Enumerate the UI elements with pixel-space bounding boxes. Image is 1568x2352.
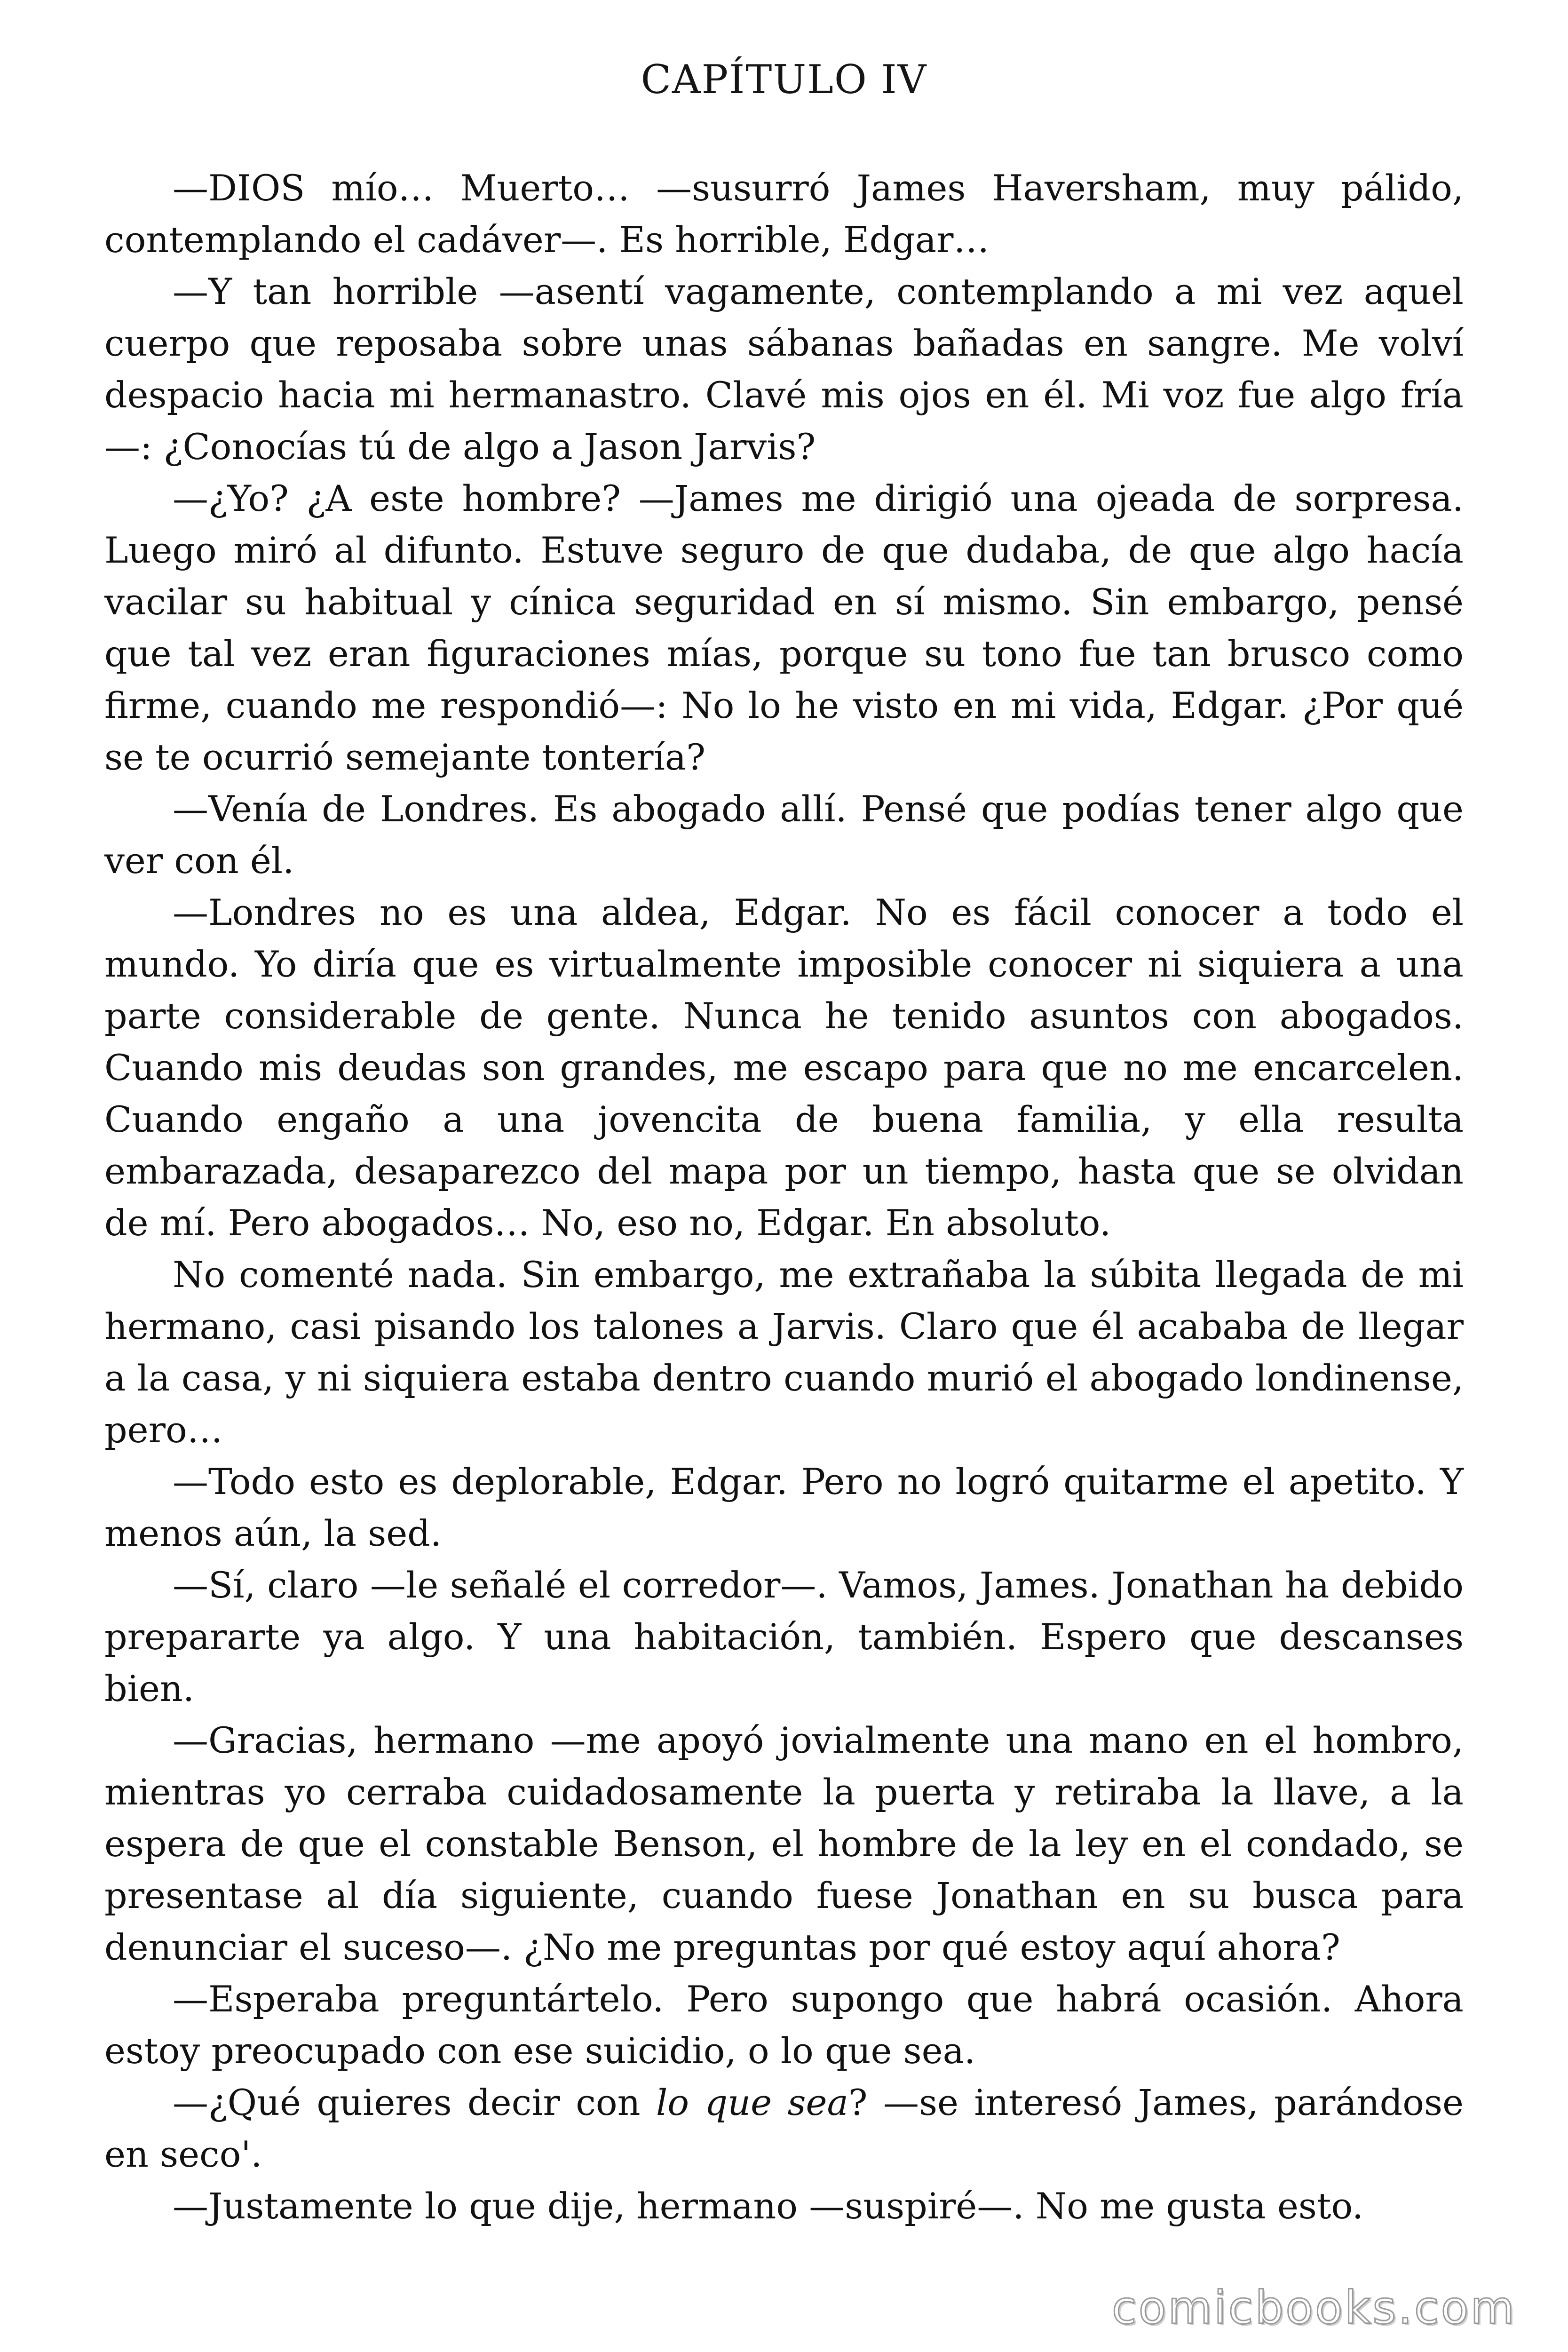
paragraph-text: —Venía de Londres. Es abogado allí. Pensé que podías tener algo que ver con él. bbox=[104, 788, 1464, 882]
paragraph-text: —DIOS mío… Muerto… —susurró James Haversham, muy pálido, contemplando el cadáver—. Es horrible, Edgar… bbox=[104, 167, 1464, 261]
emphasis-text: lo que sea bbox=[656, 2082, 848, 2123]
paragraph bbox=[104, 783, 1464, 887]
paragraph bbox=[104, 887, 1464, 1249]
paragraph-text: —Gracias, hermano —me apoyó jovialmente una mano en el hombro, mientras yo cerraba cuidadosamente la puerta y retiraba la llave, a la espera de que el constable Benson, el hombre de la ley en el condado, se presentase al día siguiente, cuando fuese Jonathan en su busca para denunciar el suceso—. ¿No me preguntas por qué estoy aquí ahora? bbox=[104, 1719, 1464, 1968]
paragraph bbox=[104, 1973, 1464, 2077]
paragraph-text: —Justamente lo que dije, hermano —suspiré—. No me gusta esto. bbox=[173, 2185, 1364, 2227]
paragraph bbox=[104, 1456, 1464, 1559]
paragraph-text: —Todo esto es deplorable, Edgar. Pero no logró quitarme el apetito. Y menos aún, la sed. bbox=[104, 1461, 1464, 1554]
paragraph-text: —Londres no es una aldea, Edgar. No es fácil conocer a todo el mundo. Yo diría que es virtualmente imposible conocer ni siquiera a una parte considerable de gente. Nunca he tenido asuntos con abogados. Cuando mis deudas son grandes, me escapo para que no me encarcelen. Cuando engaño a una jovencita de buena familia, y ella resulta embarazada, desaparezco del mapa por un tiempo, hasta que se olvidan de mí. Pero abogados… No, eso no, Edgar. En absoluto. bbox=[104, 891, 1464, 1244]
paragraph-text: —¿Yo? ¿A este hombre? —James me dirigió una ojeada de sorpresa. Luego miró al difunto. Estuve seguro de que dudaba, de que algo hacía vacilar su habitual y cínica seguridad en sí mismo. Sin embargo, pensé que tal vez eran figuraciones mías, porque su tono fue tan brusco como firme, cuando me respondió—: No lo he visto en mi vida, Edgar. ¿Por qué se te ocurrió semejante tontería? bbox=[104, 477, 1464, 778]
chapter-title: CAPÍTULO IV bbox=[641, 56, 927, 103]
paragraph bbox=[104, 266, 1464, 473]
paragraph bbox=[104, 1715, 1464, 1973]
chapter-body bbox=[104, 162, 1464, 2232]
paragraph-text: —Y tan horrible —asentí vagamente, contemplando a mi vez aquel cuerpo que reposaba sobre unas sábanas bañadas en sangre. Me volví despacio hacia mi hermanastro. Clavé mis ojos en él. Mi voz fue algo fría—: ¿Conocías tú de algo a Jason Jarvis? bbox=[104, 270, 1464, 468]
paragraph bbox=[104, 162, 1464, 266]
paragraph bbox=[104, 473, 1464, 783]
paragraph bbox=[104, 2180, 1464, 2232]
paragraph-text: No comenté nada. Sin embargo, me extrañaba la súbita llegada de mi hermano, casi pisando los talones a Jarvis. Claro que él acababa de llegar a la casa, y ni siquiera estaba dentro cuando murió el abogado londinense, pero… bbox=[104, 1254, 1464, 1451]
watermark-logo: comicbooks.com bbox=[1111, 2281, 1516, 2334]
paragraph bbox=[104, 1559, 1464, 1715]
paragraph-text: ? —se interesó James, parándose en seco'. bbox=[104, 2082, 1464, 2175]
paragraph-text: —Sí, claro —le señalé el corredor—. Vamos, James. Jonathan ha debido prepararte ya algo. Y una habitación, también. Espero que descanses bien. bbox=[104, 1564, 1464, 1709]
paragraph-text: —¿Qué quieres decir con bbox=[173, 2082, 656, 2123]
paragraph-text: —Esperaba preguntártelo. Pero supongo que habrá ocasión. Ahora estoy preocupado con ese suicidio, o lo que sea. bbox=[104, 1978, 1464, 2072]
paragraph bbox=[104, 2077, 1464, 2180]
paragraph bbox=[104, 1249, 1464, 1456]
